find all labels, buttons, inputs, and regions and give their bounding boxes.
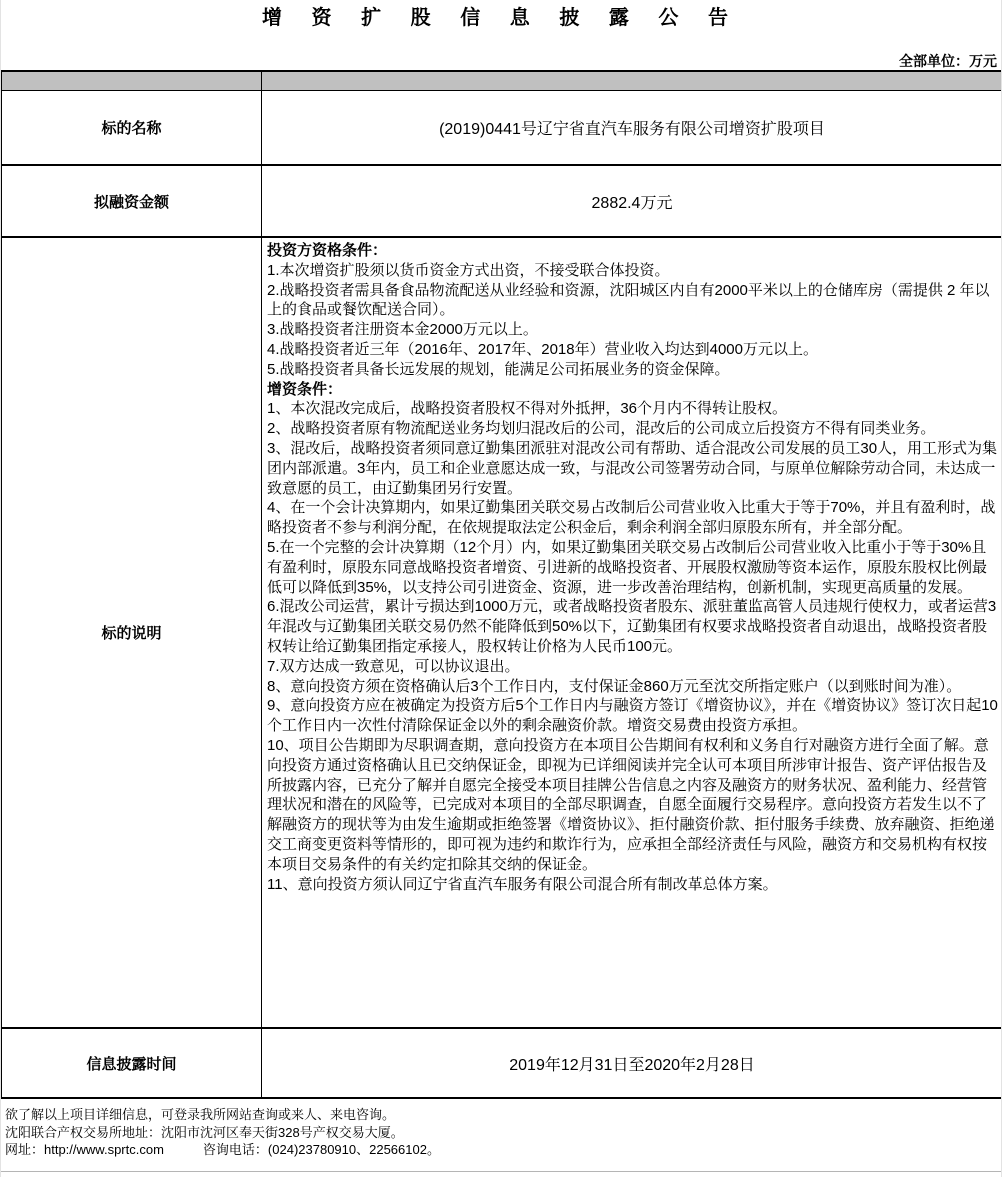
unit-note: 全部单位：万元 <box>899 53 997 69</box>
disclosure-period-value: 2019年12月31日至2020年2月28日 <box>509 1056 755 1074</box>
subject-name-value: (2019)0441号辽宁省直汽车服务有限公司增资扩股项目 <box>439 121 825 138</box>
description-item: 增资条件： <box>267 380 343 398</box>
description-item: 11、意向投资方须认同辽宁省直汽车服务有限公司混合所有制改革总体方案。 <box>267 875 778 893</box>
row-disclosure-period <box>2 1029 1002 1099</box>
description-item: 1.本次增资扩股须以货币资金方式出资，不接受联合体投资。 <box>267 261 670 279</box>
description-item: 2、战略投资者原有物流配送业务均划归混改后的公司，混改后的公司成立后投资方不得有同类业务。 <box>267 420 936 438</box>
bottom-divider <box>1 1171 1001 1172</box>
subject-description-content <box>262 238 1002 1027</box>
description-item: 8、意向投资方须在资格确认后3个工作日内，支付保证金860万元至沈交所指定账户（以到账时间为准）。 <box>267 677 962 695</box>
page-title: 增 资 扩 股 信 息 披 露 公 告 <box>261 7 740 29</box>
financing-amount-value: 2882.4万元 <box>591 194 673 212</box>
footer-line: 沈阳联合产权交易所地址：沈阳市沈河区奉天街328号产权交易大厦。 <box>5 1124 404 1140</box>
subject-description-label: 标的说明 <box>2 238 262 1027</box>
row-subject-name <box>2 91 1002 166</box>
description-item: 5.战略投资者具备长远发展的规划，能满足公司拓展业务的资金保障。 <box>267 360 730 378</box>
description-item: 投资方资格条件： <box>267 242 388 259</box>
description-item: 7.双方达成一致意见，可以协议退出。 <box>267 657 520 675</box>
description-item: 1、本次混改完成后，战略投资者股权不得对外抵押，36个月内不得转让股权。 <box>267 400 788 418</box>
description-item: 4、在一个会计决算期内，如果辽勤集团关联交易占改制后公司营业收入比重大于等于70%，并且有盈利时，战略投资者不参与利润分配，在依规提取法定公积金后，剩余利润全部归原股东所有，并全部分配。 <box>267 499 996 537</box>
header-label-cell <box>2 72 262 90</box>
footer-line: 欲了解以上项目详细信息，可登录我所网站查询或来人、来电咨询。 <box>5 1107 396 1122</box>
header-value-cell <box>262 72 1002 90</box>
description-item: 6.混改公司运营，累计亏损达到1000万元，或者战略投资者股东、派驻董监高管人员违规行使权力，或者运营3年混改与辽勤集团关联交易仍然不能降低到50%以下，辽勤集团有权要求战略投资者自动退出，战略投资者股权转让给辽勤集团指定承接人，股权转让价格为人民币100元。 <box>267 598 997 655</box>
disclosure-table <box>1 70 1002 1099</box>
description-item: 4.战略投资者近三年（2016年、2017年、2018年）营业收入均达到4000万元以上。 <box>267 340 818 358</box>
row-subject-description <box>2 238 1002 1029</box>
subject-name-label: 标的名称 <box>2 91 262 164</box>
disclosure-period-label: 信息披露时间 <box>2 1029 262 1097</box>
description-item: 5.在一个完整的会计决算期（12个月）内，如果辽勤集团关联交易占改制后公司营业收入比重小于等于30%且有盈利时，原股东同意战略投资者增资、引进新的战略投资者、开展股权激励等资本运作，原股东股权比例最低可以降低到35%，以支持公司引进资金、资源，进一步改善治理结构，创新机制，实现更高质量的发展。 <box>267 538 988 596</box>
footer-contact-info <box>1 1099 1001 1159</box>
description-item: 9、意向投资方应在被确定为投资方后5个工作日内与融资方签订《增资协议》，并在《增资协议》签订次日起10个工作日内一次性付清除保证金以外的剩余融资价款。增资交易费由投资方承担。 <box>267 697 998 735</box>
table-header-row <box>2 72 1002 91</box>
row-financing-amount <box>2 166 1002 238</box>
footer-line: 网址：http://www.sprtc.com 咨询电话：(024)23780910、22566102。 <box>5 1142 440 1157</box>
financing-amount-label: 拟融资金额 <box>2 166 262 236</box>
description-item: 2.战略投资者需具备食品物流配送从业经验和资源，沈阳城区内自有2000平米以上的仓储库房（需提供 2 年以上的食品或餐饮配送合同）。 <box>267 281 990 319</box>
description-item: 3.战略投资者注册资本金2000万元以上。 <box>267 321 538 339</box>
description-item: 3、混改后，战略投资者须同意辽勤集团派驻对混改公司有帮助、适合混改公司发展的员工30人，用工形式为集团内部派遣。3年内，员工和企业意愿达成一致，与混改公司签署劳动合同，与原单位解除劳动合同，未达成一致意愿的员工，由辽勤集团另行安置。 <box>267 439 998 497</box>
description-item: 10、项目公告期即为尽职调查期，意向投资方在本项目公告期间有权利和义务自行对融资方进行全面了解。意向投资方通过资格确认且已交纳保证金，即视为已详细阅读并完全认可本项目所涉审计报告、资产评估报告及所披露内容，已充分了解并自愿完全接受本项目挂牌公告信息之内容及融资方的财务状况、盈利能力、经营管理状况和潜在的风险等，已完成对本项目的全部尽职调查，自愿全面履行交易程序。意向投资方若发生以不了解融资方的现状等为由发生逾期或拒绝签署《增资协议》、拒付融资价款、拒付服务手续费、放弃融资、拒绝递交工商变更资料等情形的，即可视为违约和欺诈行为，应承担全部经济责任与风险，融资方和交易机构有权按本项目交易条件的有关约定扣除其交纳的保证金。 <box>267 736 995 873</box>
